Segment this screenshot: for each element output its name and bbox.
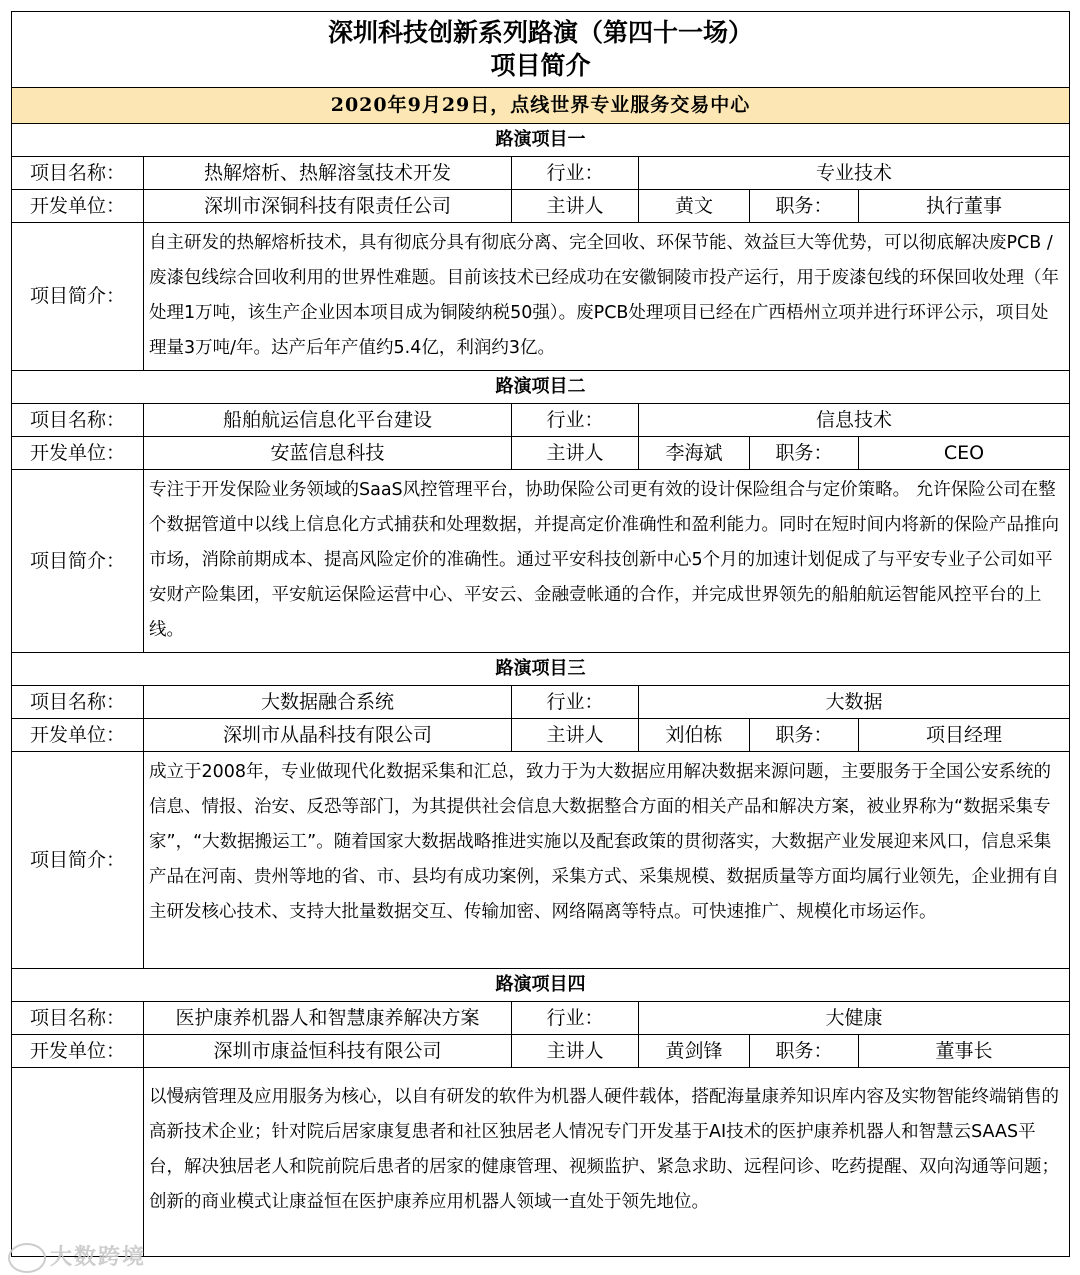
industry-value: 大健康 [639,1002,1070,1035]
project-name-value: 大数据融合系统 [144,686,512,719]
developer-value: 深圳市深铜科技有限责任公司 [144,190,512,223]
intro-text: 专注于开发保险业务领域的SaaS风控管理平台，协助保险公司更有效的设计保险组合与定价策略。 允许保险公司在整个数据管道中以线上信息化方式捕获和处理数据，并提高定价准确性和盈利能力。同时在短时间内将新的保险产品推向市场，消除前期成本、提高风险定价的准确性。通过平安科技创新中心5个月的加速计划促成了与平安专业子公司如平安财产险集团，平安航运保险运营中心、平安云、金融壹帐通的合作，并完成世界领先的船舶航运智能风控平台的上线。 [144,470,1070,653]
page-title [12,12,1070,88]
position-label: 职务： [750,1035,859,1068]
industry-label: 行业： [512,404,639,437]
developer-label: 开发单位： [12,437,144,470]
developer-label: 开发单位： [12,190,144,223]
intro-text: 成立于2008年，专业做现代化数据采集和汇总，致力于为大数据应用解决数据来源问题，主要服务于全国公安系统的信息、情报、治安、反恐等部门，为其提供社会信息大数据整合方面的相关产品和解决方案，被业界称为“数据采集专家”，“大数据搬运工”。随着国家大数据战略推进实施以及配套政策的贯彻落实，大数据产业发展迎来风口，信息采集产品在河南、贵州等地的省、市、县均有成功案例，采集方式、采集规模、数据质量等方面均属行业领先，企业拥有自主研发核心技术、支持大批量数据交互、传输加密、网络隔离等特点。可快速推广、规模化市场运作。 [144,752,1070,969]
project-name-label: 项目名称： [12,686,144,719]
position-value: 执行董事 [859,190,1070,223]
speaker-label: 主讲人 [512,1035,639,1068]
industry-label: 行业： [512,1002,639,1035]
project-name-value: 热解熔析、热解溶氢技术开发 [144,157,512,190]
project-name-value: 医护康养机器人和智慧康养解决方案 [144,1002,512,1035]
developer-label: 开发单位： [12,719,144,752]
project-name-label: 项目名称： [12,157,144,190]
event-date-location: 2020年9月29日，点线世界专业服务交易中心 [12,88,1070,124]
project-name-label: 项目名称： [12,404,144,437]
speaker-value: 李海斌 [639,437,750,470]
watermark [8,1240,146,1273]
position-label: 职务： [750,190,859,223]
developer-label: 开发单位： [12,1035,144,1068]
position-value: CEO [859,437,1070,470]
developer-value: 安蓝信息科技 [144,437,512,470]
watermark-logo-icon [8,1243,46,1273]
industry-value: 专业技术 [639,157,1070,190]
industry-label: 行业： [512,686,639,719]
intro-text: 自主研发的热解熔析技术，具有彻底分具有彻底分离、完全回收、环保节能、效益巨大等优势，可以彻底解决废PCB /废漆包线综合回收利用的世界性难题。目前该技术已经成功在安徽铜陵市投产运行，用于废漆包线的环保回收处理（年处理1万吨，该生产企业因本项目成为铜陵纳税50强）。废PCB处理项目已经在广西梧州立项并进行环评公示，项目处理量3万吨/年。达产后年产值约5.4亿，利润约3亿。 [144,223,1070,371]
speaker-label: 主讲人 [512,719,639,752]
intro-label [12,1068,144,1257]
developer-value: 深圳市从晶科技有限公司 [144,719,512,752]
project-name-label: 项目名称： [12,1002,144,1035]
project-name-value: 船舶航运信息化平台建设 [144,404,512,437]
project-section-title: 路演项目一 [12,124,1070,157]
developer-value: 深圳市康益恒科技有限公司 [144,1035,512,1068]
title-line-2: 项目简介 [490,50,591,80]
speaker-value: 黄剑锋 [639,1035,750,1068]
intro-label: 项目简介： [12,223,144,371]
intro-text: 以慢病管理及应用服务为核心，以自有研发的软件为机器人硬件载体，搭配海量康养知识库内容及实物智能终端销售的高新技术企业；针对院后居家康复患者和社区独居老人情况专门开发基于AI技术的医护康养机器人和智慧云SAAS平台，解决独居老人和院前院后患者的居家的健康管理、视频监护、紧急求助、远程问诊、吃药提醒、双向沟通等问题；创新的商业模式让康益恒在医护康养应用机器人领域一直处于领先地位。 [144,1068,1070,1257]
position-label: 职务： [750,719,859,752]
position-value: 董事长 [859,1035,1070,1068]
project-section-title: 路演项目三 [12,653,1070,686]
project-section-title: 路演项目四 [12,969,1070,1002]
position-value: 项目经理 [859,719,1070,752]
roadshow-table [11,11,1070,1257]
industry-value: 大数据 [639,686,1070,719]
speaker-value: 刘伯栋 [639,719,750,752]
title-line-1: 深圳科技创新系列路演（第四十一场） [328,18,754,47]
intro-label: 项目简介： [12,752,144,969]
industry-label: 行业： [512,157,639,190]
watermark-text: 大数跨境 [50,1245,147,1270]
speaker-value: 黄文 [639,190,750,223]
project-section-title: 路演项目二 [12,371,1070,404]
intro-label: 项目简介： [12,470,144,653]
speaker-label: 主讲人 [512,190,639,223]
position-label: 职务： [750,437,859,470]
speaker-label: 主讲人 [512,437,639,470]
industry-value: 信息技术 [639,404,1070,437]
